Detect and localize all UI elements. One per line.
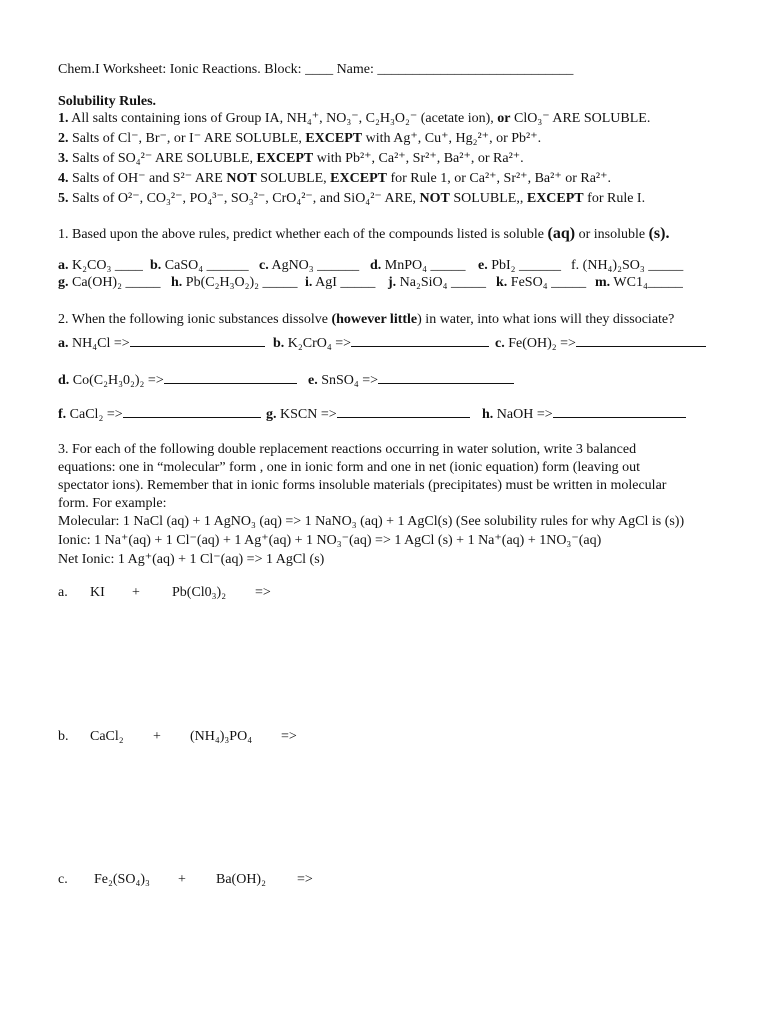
example-ionic: Ionic: 1 Na⁺(aq) + 1 Cl⁻(aq) + 1 Ag⁺(aq) + 1 NO₃⁻(aq) => 1 AgCl (s) + 1 Na⁺(aq) + 1NO₃⁻(aq)	[58, 533, 602, 548]
rule-number: 5.	[58, 191, 69, 206]
q1-item-k	[496, 274, 586, 291]
rule-except: EXCEPT	[526, 191, 584, 206]
prompt-text: 1. Based upon the above rules, predict whether each of the compounds listed is soluble	[58, 227, 544, 242]
rule-text: Salts of OH⁻ and S²⁻ ARE	[72, 171, 223, 186]
item-text: AgNO₃ ______	[271, 258, 360, 273]
item-text: NaOH =>	[496, 407, 553, 422]
item-label: h.	[171, 275, 183, 290]
reaction-a-reactant-2: Pb(Cl0₃)₂	[172, 585, 227, 600]
rule-except: EXCEPT	[330, 171, 387, 186]
reaction-b-plus: +	[153, 729, 161, 744]
prompt-text: 2. When the following ionic substances dissolve	[58, 312, 328, 327]
reaction-a-plus: +	[132, 585, 140, 600]
reaction-b-reactant-2: (NH₄)₃PO₄	[190, 729, 253, 744]
question-3-line-2: equations: one in “molecular” form , one in ionic form and one in net (ionic equation) form (leaving out	[58, 460, 640, 475]
q2-item-g	[266, 405, 470, 423]
q2-item-d	[58, 371, 297, 389]
item-text: CaCl₂ =>	[69, 407, 123, 422]
worksheet-title: Chem.I Worksheet: Ionic Reactions. Block: ____ Name: ____________________________	[58, 62, 574, 77]
rule-5	[58, 190, 645, 207]
answer-blank[interactable]	[351, 334, 489, 347]
question-1-prompt	[58, 225, 669, 243]
q1-item-a	[58, 257, 143, 274]
item-text: Fe(OH)₂ =>	[508, 336, 576, 351]
item-label: c.	[259, 258, 269, 273]
question-2-prompt	[58, 311, 674, 328]
rule-not: NOT	[419, 191, 450, 206]
answer-blank[interactable]	[130, 334, 265, 347]
q1-item-f	[571, 257, 683, 274]
reaction-b-arrow: =>	[281, 729, 297, 744]
item-label: d.	[370, 258, 382, 273]
item-text: MnPO₄ _____	[384, 258, 466, 273]
answer-blank[interactable]	[576, 334, 706, 347]
item-text: K₂CrO₄ =>	[287, 336, 352, 351]
q1-item-c	[259, 257, 359, 274]
rule-or: or	[497, 111, 511, 126]
item-text: (NH₄)₂SO₃ _____	[582, 258, 684, 273]
item-text: NH₄Cl =>	[72, 336, 130, 351]
item-text: KSCN =>	[280, 407, 337, 422]
item-label: h.	[482, 407, 494, 422]
rule-2	[58, 130, 541, 147]
item-text: WC1₄_____	[613, 275, 683, 290]
rule-1	[58, 110, 650, 127]
item-text: AgI _____	[315, 275, 376, 290]
reaction-c-plus: +	[178, 872, 186, 887]
rule-not: NOT	[226, 171, 257, 186]
item-text: SnSO₄ =>	[321, 373, 379, 388]
rule-tail: with Pb²⁺, Ca²⁺, Sr²⁺, Ba²⁺, or Ra²⁺.	[316, 151, 524, 166]
q2-item-b	[273, 334, 489, 352]
rule-number: 2.	[58, 131, 69, 146]
rule-4	[58, 170, 611, 187]
reaction-c-reactant-2: Ba(OH)₂	[216, 872, 266, 887]
answer-blank[interactable]	[553, 405, 686, 418]
rule-text: Salts of SO₄²⁻ ARE SOLUBLE,	[72, 151, 253, 166]
item-label: i.	[305, 275, 313, 290]
rule-number: 1.	[58, 111, 69, 126]
item-text: CaSO₄ ______	[164, 258, 249, 273]
item-text: Pb(C₂H₃O₂)₂ _____	[185, 275, 298, 290]
rule-tail: for Rule I.	[587, 191, 646, 206]
prompt-mid: or insoluble	[578, 227, 646, 242]
rule-number: 4.	[58, 171, 69, 186]
prompt-bold: (however little	[331, 312, 418, 327]
question-3-line-4: form. For example:	[58, 496, 167, 511]
answer-blank[interactable]	[123, 405, 261, 418]
answer-blank[interactable]	[337, 405, 470, 418]
item-text: Co(C₂H₃0₂)₂ =>	[72, 373, 164, 388]
item-label: f.	[58, 407, 67, 422]
q1-item-e	[478, 257, 561, 274]
rule-tail: for Rule 1, or Ca²⁺, Sr²⁺, Ba²⁺ or Ra²⁺.	[390, 171, 612, 186]
rule-text: All salts containing ions of Group IA, NH₄⁺, NO₃⁻, C₂H₃O₂⁻ (acetate ion),	[71, 111, 494, 126]
reaction-a-label: a.	[58, 585, 68, 600]
item-text: K₂CO₃ ____	[72, 258, 143, 273]
rule-tail: with Ag⁺, Cu⁺, Hg₂²⁺, or Pb²⁺.	[365, 131, 542, 146]
q1-item-b	[150, 257, 249, 274]
item-label: j.	[388, 275, 397, 290]
rule-number: 3.	[58, 151, 69, 166]
prompt-tail: ) in water, into what ions will they dissociate?	[417, 312, 675, 327]
q2-item-a	[58, 334, 265, 352]
rule-except: EXCEPT	[256, 151, 314, 166]
item-label: d.	[58, 373, 70, 388]
question-3-line-1: 3. For each of the following double replacement reactions occurring in water solution, write 3 balanced	[58, 442, 637, 457]
reaction-c-arrow: =>	[297, 872, 313, 887]
q2-item-f	[58, 405, 261, 423]
q1-item-j	[388, 274, 486, 291]
item-label: k.	[496, 275, 508, 290]
reaction-b-label: b.	[58, 729, 69, 744]
answer-blank[interactable]	[378, 371, 514, 384]
q1-item-i	[305, 274, 375, 291]
rules-heading: Solubility Rules.	[58, 94, 157, 109]
q1-item-d	[370, 257, 466, 274]
reaction-b-reactant-1: CaCl₂	[90, 729, 124, 744]
q1-item-h	[171, 274, 298, 291]
rule-text: Salts of Cl⁻, Br⁻, or I⁻ ARE SOLUBLE,	[72, 131, 302, 146]
reaction-c-label: c.	[58, 872, 68, 887]
q2-item-c	[495, 334, 706, 352]
rule-mid: SOLUBLE,	[260, 171, 327, 186]
item-text: Ca(OH)₂ _____	[72, 275, 161, 290]
item-label: m.	[595, 275, 611, 290]
s-label: (s).	[648, 225, 670, 242]
reaction-a-arrow: =>	[255, 585, 271, 600]
q2-item-e	[308, 371, 514, 389]
rule-text: Salts of O²⁻, CO₃²⁻, PO₄³⁻, SO₃²⁻, CrO₄²⁻, and SiO₄²⁻ ARE,	[72, 191, 417, 206]
example-molecular: Molecular: 1 NaCl (aq) + 1 AgNO₃ (aq) => 1 NaNO₃ (aq) + 1 AgCl(s) (See solubility rules for why AgCl is (s))	[58, 514, 685, 529]
item-label: f.	[571, 258, 580, 273]
item-label: e.	[308, 373, 318, 388]
item-label: a.	[58, 336, 69, 351]
item-text: Na₂SiO₄ _____	[399, 275, 487, 290]
item-text: PbI₂ ______	[491, 258, 562, 273]
item-label: c.	[495, 336, 505, 351]
rule-mid: SOLUBLE,,	[453, 191, 524, 206]
item-label: g.	[266, 407, 277, 422]
example-net-ionic: Net Ionic: 1 Ag⁺(aq) + 1 Cl⁻(aq) => 1 AgCl (s)	[58, 552, 325, 567]
reaction-c-reactant-1: Fe₂(SO₄)₃	[94, 872, 150, 887]
aq-label: (aq)	[547, 225, 576, 242]
reaction-a-reactant-1: KI	[90, 585, 105, 600]
q1-item-g	[58, 274, 160, 291]
q1-item-m	[595, 274, 683, 291]
item-label: e.	[478, 258, 488, 273]
item-label: a.	[58, 258, 69, 273]
question-3-line-3: spectator ions). Remember that in ionic forms insoluble materials (precipitates) must be written in molecular	[58, 478, 667, 493]
item-label: b.	[273, 336, 285, 351]
q2-item-h	[482, 405, 686, 423]
item-text: FeSO₄ _____	[510, 275, 587, 290]
answer-blank[interactable]	[164, 371, 297, 384]
rule-except: EXCEPT	[305, 131, 363, 146]
item-label: b.	[150, 258, 162, 273]
item-label: g.	[58, 275, 69, 290]
rule-tail: ClO₃⁻ ARE SOLUBLE.	[514, 111, 651, 126]
rule-3	[58, 150, 524, 167]
